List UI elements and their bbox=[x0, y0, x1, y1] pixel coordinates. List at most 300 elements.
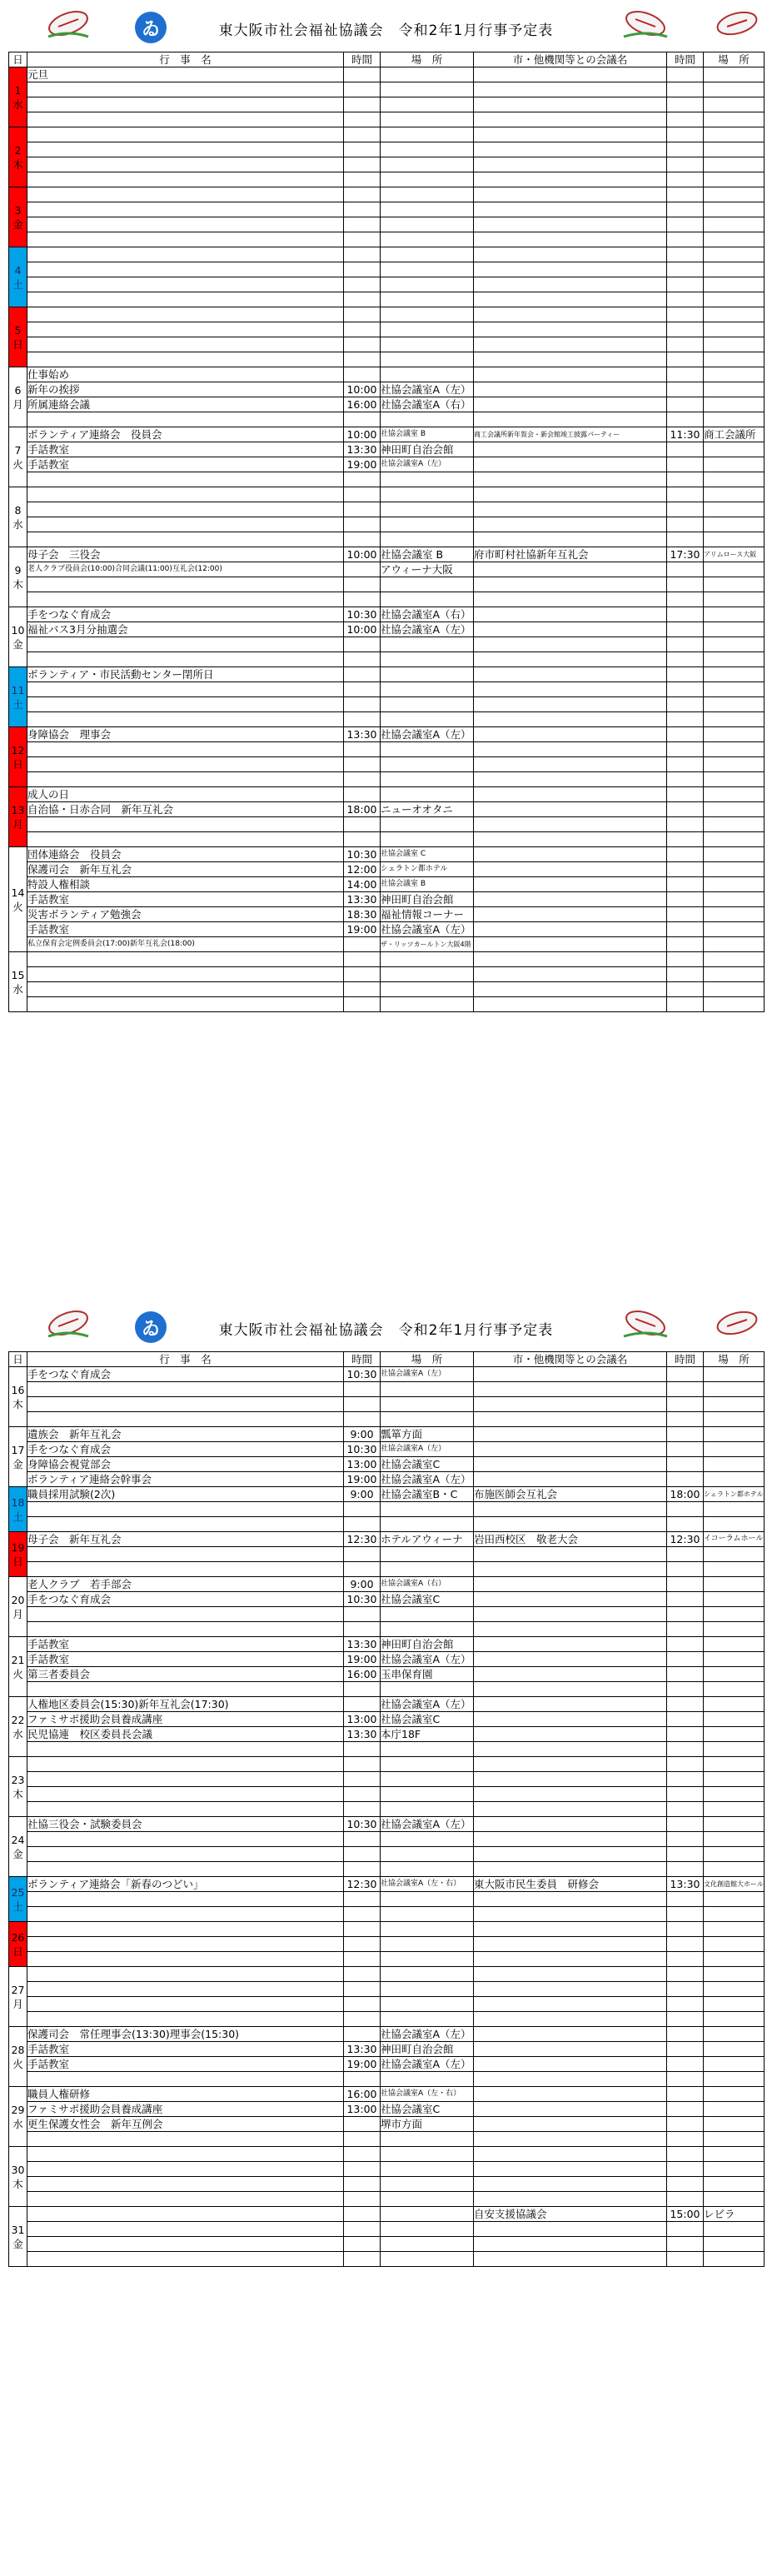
external-place-cell bbox=[704, 1847, 765, 1862]
sheet-header bbox=[8, 0, 764, 50]
external-place-cell bbox=[704, 772, 765, 787]
external-place-cell bbox=[704, 592, 765, 607]
external-meeting-cell bbox=[474, 1712, 667, 1727]
day-date: 10 bbox=[11, 623, 25, 637]
event-place-cell: 社協会議室C bbox=[381, 1712, 474, 1727]
external-meeting-cell bbox=[474, 1967, 667, 1982]
event-time-cell: 10:30 bbox=[344, 1367, 381, 1382]
event-time-cell bbox=[344, 502, 381, 517]
external-time-cell bbox=[667, 952, 704, 967]
external-time-cell bbox=[667, 337, 704, 352]
external-meeting-cell bbox=[474, 412, 667, 427]
day-date: 22 bbox=[11, 1713, 25, 1726]
day-cell bbox=[9, 1637, 27, 1697]
external-meeting-cell bbox=[474, 2042, 667, 2057]
event-place-cell: 社協会議室C bbox=[381, 1592, 474, 1607]
external-place-cell bbox=[704, 1787, 765, 1802]
table-row bbox=[9, 1697, 765, 1712]
event-time-cell: 16:00 bbox=[344, 1667, 381, 1682]
event-place-cell: 社協会議室A（右） bbox=[381, 1577, 474, 1592]
event-name-cell bbox=[27, 1562, 344, 1577]
event-place-cell: 社協会議室A（左） bbox=[381, 1697, 474, 1712]
external-time-cell bbox=[667, 967, 704, 982]
external-meeting-cell bbox=[474, 1742, 667, 1757]
event-name-cell bbox=[27, 2177, 344, 2192]
external-place-cell bbox=[704, 457, 765, 472]
table-row bbox=[9, 2132, 765, 2147]
column-header-place: 場 所 bbox=[381, 52, 474, 67]
external-place-cell bbox=[704, 2072, 765, 2087]
external-time-cell bbox=[667, 1982, 704, 1997]
external-meeting-cell bbox=[474, 127, 667, 142]
event-time-cell: 16:00 bbox=[344, 397, 381, 412]
event-name-cell: 人権地区委員会(15:30)新年互礼会(17:30) bbox=[27, 1697, 344, 1712]
event-time-cell bbox=[344, 1802, 381, 1817]
table-row bbox=[9, 2027, 765, 2042]
external-time-cell bbox=[667, 1397, 704, 1412]
event-time-cell bbox=[344, 1622, 381, 1637]
day-date: 20 bbox=[11, 1593, 25, 1606]
external-meeting-cell bbox=[474, 517, 667, 532]
external-meeting-cell bbox=[474, 847, 667, 862]
event-name-cell bbox=[27, 1832, 344, 1847]
external-place-cell bbox=[704, 1547, 765, 1562]
external-place-cell bbox=[704, 2162, 765, 2177]
external-meeting-cell bbox=[474, 2072, 667, 2087]
day-weekday: 月 bbox=[12, 817, 23, 831]
event-time-cell bbox=[344, 967, 381, 982]
event-time-cell: 12:00 bbox=[344, 862, 381, 877]
day-cell bbox=[9, 307, 27, 367]
external-time-cell bbox=[667, 787, 704, 802]
event-time-cell bbox=[344, 1907, 381, 1922]
event-place-cell bbox=[381, 1397, 474, 1412]
event-place-cell: 神田町自治会館 bbox=[381, 2042, 474, 2057]
external-place-cell bbox=[704, 1382, 765, 1397]
external-place-cell: アリムロース大阪 bbox=[704, 547, 765, 562]
external-time-cell bbox=[667, 682, 704, 697]
external-time-cell bbox=[667, 862, 704, 877]
external-time-cell bbox=[667, 1427, 704, 1442]
day-date: 14 bbox=[11, 886, 25, 899]
external-meeting-cell bbox=[474, 1892, 667, 1907]
external-meeting-cell bbox=[474, 142, 667, 157]
table-row bbox=[9, 2057, 765, 2072]
external-place-cell bbox=[704, 622, 765, 637]
table-row bbox=[9, 2162, 765, 2177]
external-time-cell bbox=[667, 1712, 704, 1727]
event-name-cell bbox=[27, 172, 344, 187]
external-meeting-cell bbox=[474, 652, 667, 667]
table-row bbox=[9, 247, 765, 262]
event-name-cell bbox=[27, 742, 344, 757]
event-time-cell bbox=[344, 1772, 381, 1787]
event-time-cell: 13:30 bbox=[344, 892, 381, 907]
external-place-cell bbox=[704, 1997, 765, 2012]
page-title: 東大阪市社会福祉協議会 令和2年1月行事予定表 bbox=[218, 22, 554, 39]
external-place-cell bbox=[704, 322, 765, 337]
external-time-cell bbox=[667, 247, 704, 262]
external-time-cell bbox=[667, 1457, 704, 1472]
external-place-cell bbox=[704, 487, 765, 502]
external-time-cell bbox=[667, 937, 704, 952]
external-place-cell bbox=[704, 472, 765, 487]
external-time-cell: 15:00 bbox=[667, 2207, 704, 2222]
table-row bbox=[9, 2087, 765, 2102]
table-row bbox=[9, 832, 765, 847]
table-row bbox=[9, 847, 765, 862]
sheet-header bbox=[8, 1300, 764, 1350]
event-time-cell bbox=[344, 592, 381, 607]
table-row bbox=[9, 1997, 765, 2012]
external-time-cell bbox=[667, 877, 704, 892]
event-place-cell: シェラトン都ホテル bbox=[381, 862, 474, 877]
external-time-cell bbox=[667, 637, 704, 652]
table-row bbox=[9, 2222, 765, 2237]
external-meeting-cell bbox=[474, 997, 667, 1012]
external-time-cell bbox=[667, 97, 704, 112]
table-row bbox=[9, 1952, 765, 1967]
table-row bbox=[9, 1847, 765, 1862]
event-time-cell bbox=[344, 67, 381, 82]
external-place-cell bbox=[704, 2087, 765, 2102]
day-weekday: 日 bbox=[12, 1555, 23, 1568]
external-time-cell: 18:00 bbox=[667, 1487, 704, 1502]
external-time-cell bbox=[667, 322, 704, 337]
external-place-cell bbox=[704, 577, 765, 592]
external-time-cell bbox=[667, 2087, 704, 2102]
event-name-cell: 手話教室 bbox=[27, 457, 344, 472]
event-place-cell bbox=[381, 2162, 474, 2177]
external-time-cell bbox=[667, 1742, 704, 1757]
external-place-cell bbox=[704, 2117, 765, 2132]
event-name-cell bbox=[27, 2207, 344, 2222]
table-row bbox=[9, 502, 765, 517]
event-name-cell: 手話教室 bbox=[27, 2042, 344, 2057]
logo-icon: ゐ bbox=[135, 12, 167, 43]
external-place-cell bbox=[704, 787, 765, 802]
event-place-cell bbox=[381, 1742, 474, 1757]
event-place-cell bbox=[381, 1907, 474, 1922]
event-time-cell bbox=[344, 322, 381, 337]
event-place-cell: ホテルアウィーナ bbox=[381, 1532, 474, 1547]
event-name-cell bbox=[27, 712, 344, 727]
table-row bbox=[9, 997, 765, 1012]
column-header-event: 行 事 名 bbox=[27, 52, 344, 67]
external-place-cell bbox=[704, 2027, 765, 2042]
day-cell bbox=[9, 2027, 27, 2087]
event-place-cell: 玉串保育園 bbox=[381, 1667, 474, 1682]
table-row bbox=[9, 667, 765, 682]
event-place-cell bbox=[381, 472, 474, 487]
external-time-cell bbox=[667, 997, 704, 1012]
event-time-cell: 10:00 bbox=[344, 427, 381, 442]
external-meeting-cell bbox=[474, 2057, 667, 2072]
event-place-cell bbox=[381, 1412, 474, 1427]
external-time-cell: 13:30 bbox=[667, 1877, 704, 1892]
event-time-cell bbox=[344, 217, 381, 232]
external-time-cell bbox=[667, 1592, 704, 1607]
event-name-cell: 手話教室 bbox=[27, 2057, 344, 2072]
external-place-cell bbox=[704, 832, 765, 847]
table-row bbox=[9, 2192, 765, 2207]
sheet-page-2 bbox=[8, 1300, 764, 2250]
event-name-cell: 手話教室 bbox=[27, 922, 344, 937]
external-meeting-cell bbox=[474, 1457, 667, 1472]
event-name-cell bbox=[27, 1397, 344, 1412]
external-time-cell bbox=[667, 1727, 704, 1742]
external-place-cell bbox=[704, 187, 765, 202]
event-time-cell bbox=[344, 487, 381, 502]
event-name-cell: 手話教室 bbox=[27, 892, 344, 907]
external-meeting-cell bbox=[474, 787, 667, 802]
external-meeting-cell bbox=[474, 712, 667, 727]
event-name-cell bbox=[27, 1952, 344, 1967]
table-row bbox=[9, 967, 765, 982]
event-name-cell: ボランティア連絡会 役員会 bbox=[27, 427, 344, 442]
external-meeting-cell bbox=[474, 2117, 667, 2132]
event-place-cell: アウィーナ大阪 bbox=[381, 562, 474, 577]
event-place-cell bbox=[381, 1502, 474, 1517]
column-header-day: 日 bbox=[9, 52, 27, 67]
event-name-cell bbox=[27, 412, 344, 427]
external-place-cell bbox=[704, 82, 765, 97]
table-row bbox=[9, 352, 765, 367]
event-place-cell bbox=[381, 1802, 474, 1817]
event-time-cell bbox=[344, 337, 381, 352]
table-row bbox=[9, 472, 765, 487]
external-meeting-cell bbox=[474, 1907, 667, 1922]
event-name-cell bbox=[27, 697, 344, 712]
external-time-cell bbox=[667, 487, 704, 502]
day-weekday: 水 bbox=[12, 2117, 23, 2130]
event-name-cell: 職員採用試験(2次) bbox=[27, 1487, 344, 1502]
external-time-cell bbox=[667, 2057, 704, 2072]
external-time-cell bbox=[667, 2147, 704, 2162]
external-time-cell bbox=[667, 2237, 704, 2252]
table-row bbox=[9, 892, 765, 907]
event-time-cell bbox=[344, 682, 381, 697]
external-place-cell bbox=[704, 217, 765, 232]
external-meeting-cell bbox=[474, 607, 667, 622]
day-date: 24 bbox=[11, 1833, 25, 1846]
event-name-cell bbox=[27, 277, 344, 292]
external-place-cell bbox=[704, 637, 765, 652]
event-name-cell: 遺族会 新年互礼会 bbox=[27, 1427, 344, 1442]
table-row bbox=[9, 517, 765, 532]
table-row bbox=[9, 2207, 765, 2222]
external-place-cell bbox=[704, 1412, 765, 1427]
external-time-cell bbox=[667, 1367, 704, 1382]
table-row bbox=[9, 1487, 765, 1502]
external-place-cell bbox=[704, 97, 765, 112]
day-date: 26 bbox=[11, 1930, 25, 1944]
external-time-cell bbox=[667, 1772, 704, 1787]
event-place-cell: 社協会議室C bbox=[381, 2102, 474, 2117]
external-time-cell bbox=[667, 892, 704, 907]
event-place-cell bbox=[381, 2147, 474, 2162]
external-time-cell bbox=[667, 1502, 704, 1517]
event-place-cell: 社協会議室A（左・右） bbox=[381, 1877, 474, 1892]
external-meeting-cell bbox=[474, 577, 667, 592]
external-meeting-cell bbox=[474, 667, 667, 682]
event-name-cell bbox=[27, 1997, 344, 2012]
rugby-ball-icon bbox=[620, 5, 670, 42]
external-meeting-cell bbox=[474, 757, 667, 772]
external-place-cell bbox=[704, 1667, 765, 1682]
table-row bbox=[9, 97, 765, 112]
event-name-cell: 職員人権研修 bbox=[27, 2087, 344, 2102]
event-name-cell bbox=[27, 2147, 344, 2162]
day-date: 15 bbox=[11, 968, 25, 981]
day-cell bbox=[9, 1532, 27, 1577]
external-meeting-cell bbox=[474, 877, 667, 892]
external-meeting-cell bbox=[474, 307, 667, 322]
event-place-cell bbox=[381, 1967, 474, 1982]
event-name-cell bbox=[27, 322, 344, 337]
event-name-cell bbox=[27, 1802, 344, 1817]
external-time-cell bbox=[667, 1802, 704, 1817]
event-time-cell: 13:00 bbox=[344, 2102, 381, 2117]
event-time-cell bbox=[344, 2117, 381, 2132]
day-cell bbox=[9, 1577, 27, 1637]
external-place-cell bbox=[704, 2012, 765, 2027]
table-row bbox=[9, 607, 765, 622]
event-time-cell: 19:00 bbox=[344, 1652, 381, 1667]
external-meeting-cell bbox=[474, 172, 667, 187]
external-meeting-cell bbox=[474, 1427, 667, 1442]
table-row bbox=[9, 2237, 765, 2252]
external-time-cell bbox=[667, 742, 704, 757]
event-time-cell: 9:00 bbox=[344, 1577, 381, 1592]
day-date: 9 bbox=[14, 563, 22, 577]
column-header-ext-place: 場 所 bbox=[704, 1352, 765, 1367]
column-header-ext-place: 場 所 bbox=[704, 52, 765, 67]
event-place-cell: ニューオオタニ bbox=[381, 802, 474, 817]
external-time-cell bbox=[667, 1907, 704, 1922]
event-name-cell: 第三者委員会 bbox=[27, 1667, 344, 1682]
table-row bbox=[9, 1397, 765, 1412]
table-row bbox=[9, 727, 765, 742]
external-place-cell: 文化創造館大ホール bbox=[704, 1877, 765, 1892]
external-place-cell bbox=[704, 112, 765, 127]
external-place-cell bbox=[704, 742, 765, 757]
external-place-cell bbox=[704, 142, 765, 157]
event-time-cell: 13:30 bbox=[344, 442, 381, 457]
external-time-cell bbox=[667, 982, 704, 997]
external-meeting-cell bbox=[474, 2237, 667, 2252]
event-time-cell: 13:30 bbox=[344, 1637, 381, 1652]
event-place-cell: 社協会議室A（左） bbox=[381, 1817, 474, 1832]
table-row bbox=[9, 277, 765, 292]
table-row bbox=[9, 1367, 765, 1382]
table-row bbox=[9, 1622, 765, 1637]
external-time-cell bbox=[667, 412, 704, 427]
event-time-cell bbox=[344, 1757, 381, 1772]
external-time-cell bbox=[667, 1442, 704, 1457]
day-cell bbox=[9, 1877, 27, 1922]
table-row bbox=[9, 457, 765, 472]
table-row bbox=[9, 982, 765, 997]
event-time-cell bbox=[344, 757, 381, 772]
table-row bbox=[9, 1937, 765, 1952]
external-meeting-cell bbox=[474, 502, 667, 517]
event-time-cell bbox=[344, 2237, 381, 2252]
day-cell bbox=[9, 2087, 27, 2147]
external-meeting-cell bbox=[474, 1367, 667, 1382]
day-weekday: 土 bbox=[12, 697, 23, 711]
external-meeting-cell bbox=[474, 1442, 667, 1457]
event-place-cell: 本庁18F bbox=[381, 1727, 474, 1742]
event-time-cell bbox=[344, 142, 381, 157]
event-place-cell bbox=[381, 2132, 474, 2147]
external-place-cell bbox=[704, 532, 765, 547]
event-name-cell: 手話教室 bbox=[27, 1652, 344, 1667]
event-name-cell: 自治協・日赤合同 新年互礼会 bbox=[27, 802, 344, 817]
external-meeting-cell bbox=[474, 1802, 667, 1817]
event-time-cell bbox=[344, 1922, 381, 1937]
external-meeting-cell bbox=[474, 112, 667, 127]
event-place-cell: 社協会議室C bbox=[381, 1457, 474, 1472]
event-time-cell bbox=[344, 2132, 381, 2147]
external-time-cell bbox=[667, 667, 704, 682]
table-row bbox=[9, 1727, 765, 1742]
event-place-cell: ザ・リッツカールトン大阪4階 bbox=[381, 937, 474, 952]
day-weekday: 土 bbox=[12, 1900, 23, 1913]
event-place-cell: 社協会議室A（左） bbox=[381, 457, 474, 472]
external-place-cell bbox=[704, 1472, 765, 1487]
external-place-cell bbox=[704, 2147, 765, 2162]
table-row bbox=[9, 802, 765, 817]
table-row bbox=[9, 592, 765, 607]
rugby-ball-icon bbox=[712, 1305, 762, 1341]
table-row bbox=[9, 1772, 765, 1787]
external-place-cell bbox=[704, 952, 765, 967]
external-time-cell bbox=[667, 1847, 704, 1862]
external-meeting-cell bbox=[474, 2177, 667, 2192]
event-name-cell bbox=[27, 1382, 344, 1397]
external-meeting-cell bbox=[474, 622, 667, 637]
table-row bbox=[9, 1892, 765, 1907]
event-name-cell bbox=[27, 1847, 344, 1862]
event-place-cell bbox=[381, 2192, 474, 2207]
external-time-cell bbox=[667, 517, 704, 532]
event-place-cell: 社協会議室 C bbox=[381, 847, 474, 862]
event-time-cell bbox=[344, 1697, 381, 1712]
external-time-cell bbox=[667, 2102, 704, 2117]
event-place-cell bbox=[381, 1937, 474, 1952]
external-time-cell bbox=[667, 202, 704, 217]
event-place-cell: 福祉情報コーナー bbox=[381, 907, 474, 922]
external-time-cell bbox=[667, 2027, 704, 2042]
event-place-cell bbox=[381, 247, 474, 262]
external-time-cell bbox=[667, 2132, 704, 2147]
event-place-cell bbox=[381, 367, 474, 382]
event-time-cell bbox=[344, 1892, 381, 1907]
event-time-cell: 10:30 bbox=[344, 847, 381, 862]
table-row bbox=[9, 1517, 765, 1532]
external-meeting-cell bbox=[474, 232, 667, 247]
external-time-cell bbox=[667, 577, 704, 592]
event-name-cell bbox=[27, 1862, 344, 1877]
event-place-cell bbox=[381, 112, 474, 127]
external-time-cell bbox=[667, 457, 704, 472]
table-row bbox=[9, 217, 765, 232]
external-time-cell bbox=[667, 727, 704, 742]
event-name-cell: 手話教室 bbox=[27, 442, 344, 457]
event-time-cell bbox=[344, 577, 381, 592]
external-time-cell bbox=[667, 232, 704, 247]
